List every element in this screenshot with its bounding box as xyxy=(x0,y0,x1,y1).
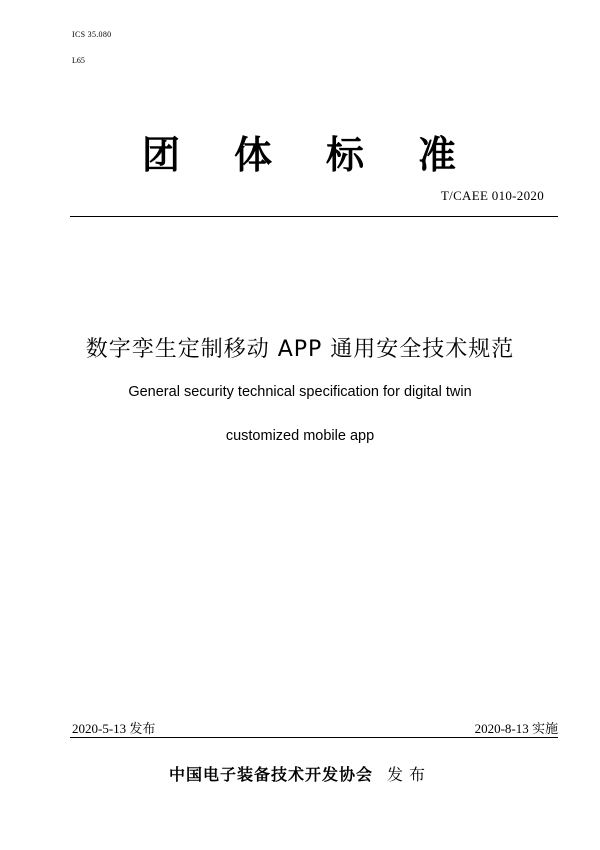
implement-date: 2020-8-13 实施 xyxy=(474,721,558,736)
standard-type-char: 团 xyxy=(141,133,182,177)
publish-date: 2020-5-13 发布 xyxy=(72,721,156,736)
title-chinese: 数字孪生定制移动 APP 通用安全技术规范 xyxy=(85,337,515,362)
title-english-line2: customized mobile app xyxy=(225,428,375,444)
standard-type-char: 体 xyxy=(233,133,274,177)
standard-type-char: 准 xyxy=(418,133,459,177)
issuer-action: 发布 xyxy=(387,765,432,784)
ics-code: ICS 35.080 xyxy=(72,30,112,39)
standard-type-char: 标 xyxy=(326,133,367,177)
classification-code: L65 xyxy=(72,56,85,65)
top-divider xyxy=(70,216,558,217)
issuer-line xyxy=(0,762,600,785)
title-english-line1: General security technical specification for digital twin xyxy=(128,384,472,400)
issuer-organization: 中国电子装备技术开发协会 xyxy=(168,765,373,784)
bottom-divider xyxy=(70,737,558,738)
standard-type-heading xyxy=(0,124,600,179)
standard-number: T/CAEE 010-2020 xyxy=(440,188,544,203)
